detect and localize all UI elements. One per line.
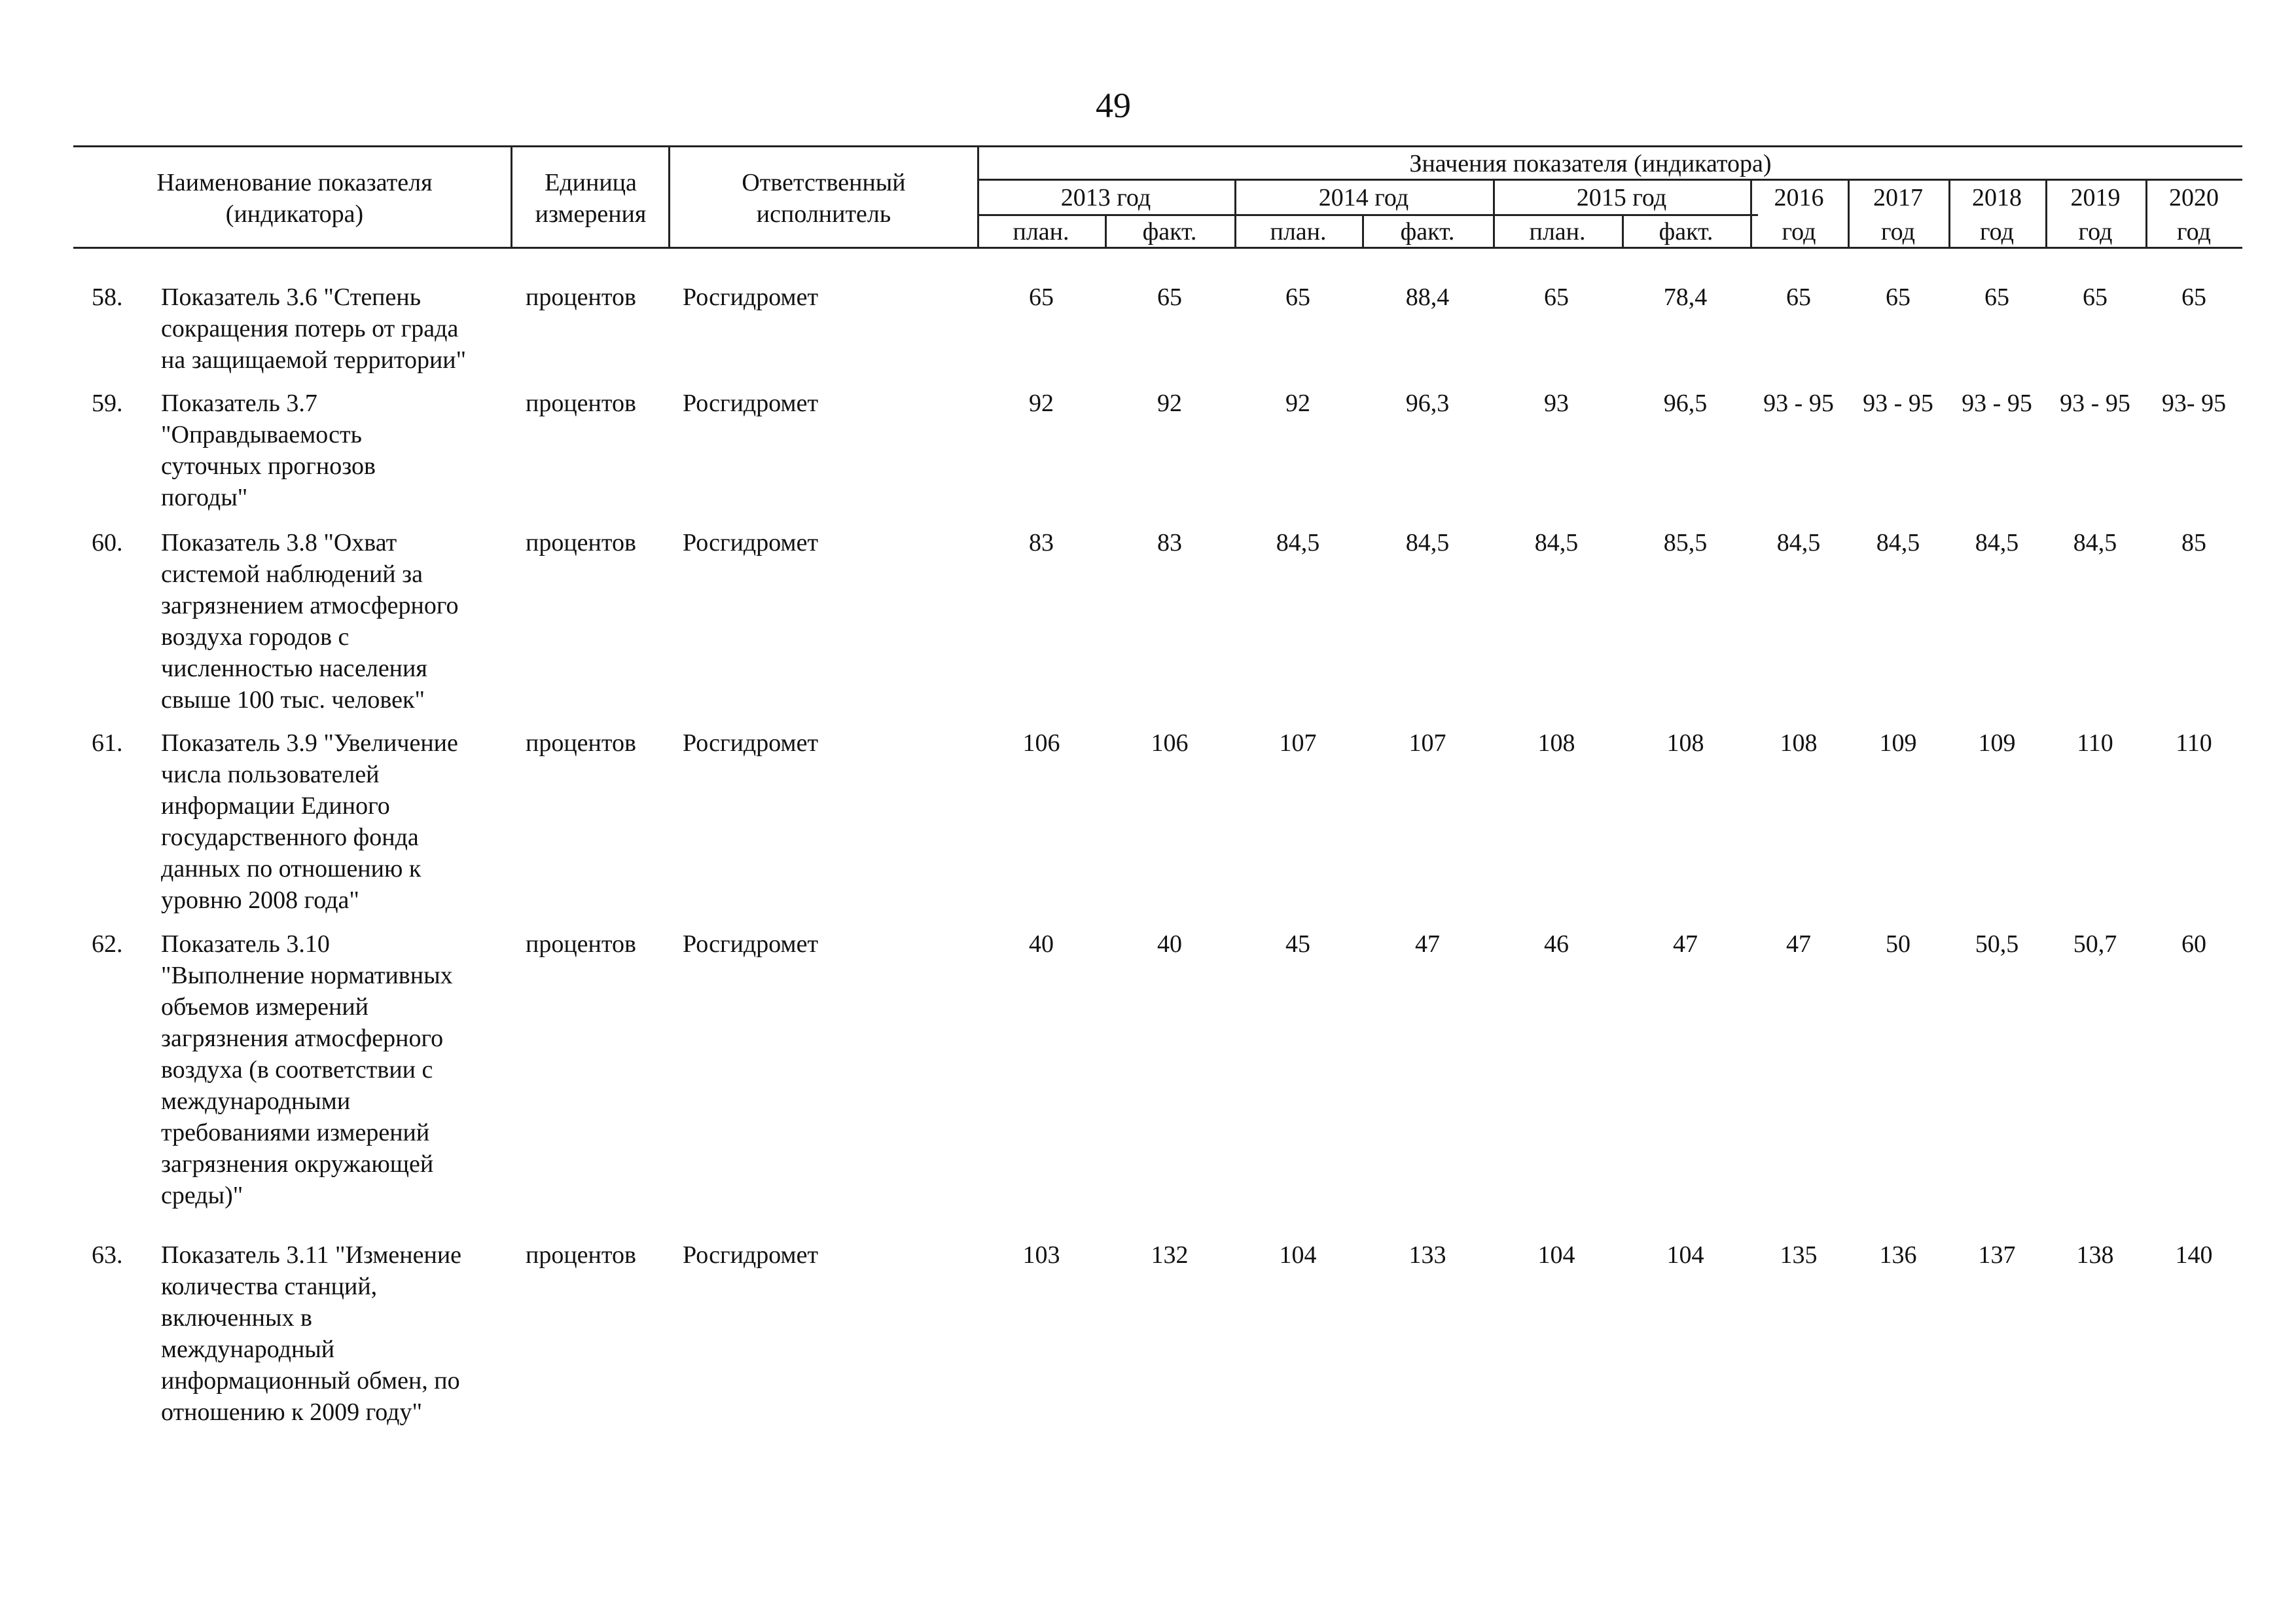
value-2017: 109 [1879, 729, 1917, 757]
value-2013-plan: 40 [1029, 930, 1054, 958]
value-2014-fact: 84,5 [1405, 529, 1450, 556]
header-god-2017: год [1881, 218, 1915, 246]
value-2014-fact: 96,3 [1405, 390, 1450, 417]
header-2014-fact: факт. [1400, 218, 1455, 246]
row-number: 60. [92, 529, 123, 556]
value-2016: 108 [1780, 729, 1818, 757]
value-2016: 135 [1780, 1241, 1818, 1269]
value-2014-plan: 107 [1279, 729, 1317, 757]
header-2014-plan: план. [1270, 218, 1327, 246]
value-2015-plan: 84,5 [1534, 529, 1579, 556]
value-2014-plan: 65 [1285, 283, 1310, 311]
col-divider-name [511, 145, 512, 247]
value-2013-plan: 65 [1029, 283, 1054, 311]
header-god-2016: год [1782, 218, 1816, 246]
value-2017: 136 [1879, 1241, 1917, 1269]
value-2015-plan: 93 [1544, 390, 1569, 417]
row-number: 58. [92, 283, 123, 311]
responsible-cell: Росгидромет [683, 390, 819, 417]
value-2014-fact: 47 [1415, 930, 1440, 958]
value-2018: 50,5 [1975, 930, 2019, 958]
value-2013-fact: 83 [1157, 529, 1182, 556]
value-2017: 50 [1886, 930, 1910, 958]
indicator-name: Показатель 3.7 "Оправдываемость суточных прогнозов погоды" [161, 390, 376, 511]
indicator-name: Показатель 3.6 "Степень сокращения потерь от града на защищаемой территории" [161, 283, 467, 374]
row-number: 62. [92, 930, 123, 958]
unit-cell: процентов [526, 390, 636, 417]
value-2013-fact: 106 [1151, 729, 1189, 757]
value-2015-fact: 96,5 [1663, 390, 1708, 417]
value-2016: 93 - 95 [1763, 390, 1834, 417]
responsible-cell: Росгидромет [683, 283, 819, 311]
value-2018: 109 [1978, 729, 2016, 757]
value-2020: 65 [2181, 283, 2206, 311]
value-2013-plan: 106 [1022, 729, 1060, 757]
value-2017: 93 - 95 [1863, 390, 1933, 417]
value-2013-fact: 132 [1151, 1241, 1189, 1269]
value-2019: 50,7 [2073, 930, 2117, 958]
value-2013-fact: 40 [1157, 930, 1182, 958]
value-2015-plan: 65 [1544, 283, 1569, 311]
row-number: 61. [92, 729, 123, 757]
value-2015-plan: 46 [1544, 930, 1569, 958]
responsible-cell: Росгидромет [683, 729, 819, 757]
header-values: Значения показателя (индикатора) [1409, 150, 1772, 177]
responsible-cell: Росгидромет [683, 1241, 819, 1269]
value-2013-plan: 92 [1029, 390, 1054, 417]
value-2015-plan: 104 [1537, 1241, 1575, 1269]
value-2013-plan: 83 [1029, 529, 1054, 556]
value-2020: 93- 95 [2161, 390, 2227, 417]
value-2016: 84,5 [1776, 529, 1821, 556]
value-2015-fact: 47 [1673, 930, 1698, 958]
unit-cell: процентов [526, 283, 636, 311]
value-2014-fact: 88,4 [1405, 283, 1450, 311]
value-2020: 140 [2175, 1241, 2213, 1269]
value-2016: 47 [1786, 930, 1811, 958]
value-2018: 137 [1978, 1241, 2016, 1269]
table-top-rule [73, 145, 2242, 147]
value-2014-plan: 45 [1285, 930, 1310, 958]
page-number: 49 [1096, 86, 1131, 125]
value-2017: 65 [1886, 283, 1910, 311]
value-2020: 85 [2181, 529, 2206, 556]
value-2015-fact: 78,4 [1663, 283, 1708, 311]
value-2015-fact: 85,5 [1663, 529, 1708, 556]
responsible-cell: Росгидромет [683, 930, 819, 958]
indicator-name: Показатель 3.11 "Изменение количества станций, включенных в международный информационный обмен, по отношению к 2009 году" [161, 1241, 462, 1426]
header-year-2015: 2015 год [1576, 184, 1667, 211]
header-year-2020: 2020 [2169, 184, 2219, 211]
value-2019: 110 [2077, 729, 2113, 757]
value-2017: 84,5 [1876, 529, 1920, 556]
value-2013-fact: 65 [1157, 283, 1182, 311]
value-2014-fact: 133 [1408, 1241, 1446, 1269]
value-2018: 93 - 95 [1962, 390, 2032, 417]
value-2014-plan: 92 [1285, 390, 1310, 417]
header-god-2019: год [2078, 218, 2113, 246]
header-2015-fact: факт. [1659, 218, 1713, 246]
value-2018: 84,5 [1975, 529, 2019, 556]
value-2019: 65 [2083, 283, 2108, 311]
header-year-2017: 2017 [1873, 184, 1923, 211]
unit-cell: процентов [526, 529, 636, 556]
header-year-2013: 2013 год [1060, 184, 1151, 211]
header-responsible: Ответственный исполнитель [742, 169, 906, 228]
value-2019: 93 - 95 [2060, 390, 2130, 417]
header-2013-plan: план. [1013, 218, 1069, 246]
header-god-2020: год [2177, 218, 2211, 246]
value-2015-plan: 108 [1537, 729, 1575, 757]
header-god-2018: год [1980, 218, 2014, 246]
unit-cell: процентов [526, 1241, 636, 1269]
value-2016: 65 [1786, 283, 1811, 311]
value-2020: 60 [2181, 930, 2206, 958]
value-2014-plan: 104 [1279, 1241, 1317, 1269]
value-2013-fact: 92 [1157, 390, 1182, 417]
value-2015-fact: 104 [1666, 1241, 1704, 1269]
value-2015-fact: 108 [1666, 729, 1704, 757]
responsible-cell: Росгидромет [683, 529, 819, 556]
indicator-name: Показатель 3.8 "Охват системой наблюдений за загрязнением атмосферного воздуха городов с численностью населения свыше 100 тыс. человек" [161, 529, 459, 714]
header-year-2016: 2016 [1774, 184, 1824, 211]
indicator-name: Показатель 3.9 "Увеличение числа пользователей информации Единого государственного фонда данных по отношению к уровню 2008 года" [161, 729, 458, 914]
header-unit: Единица измерения [535, 169, 647, 228]
row-number: 59. [92, 390, 123, 417]
header-2013-fact: факт. [1142, 218, 1197, 246]
value-2019: 138 [2076, 1241, 2114, 1269]
value-2014-fact: 107 [1408, 729, 1446, 757]
indicator-name: Показатель 3.10 "Выполнение нормативных объемов измерений загрязнения атмосферного воздуха (в соответствии с международными требованиями измерений загрязнения окружающей среды)" [161, 930, 453, 1209]
header-name: Наименование показателя (индикатора) [156, 169, 433, 228]
row-number: 63. [92, 1241, 123, 1269]
header-year-2019: 2019 [2070, 184, 2121, 211]
value-2013-plan: 103 [1022, 1241, 1060, 1269]
unit-cell: процентов [526, 930, 636, 958]
header-2015-plan: план. [1529, 218, 1586, 246]
value-2014-plan: 84,5 [1276, 529, 1320, 556]
header-year-2014: 2014 год [1318, 184, 1409, 211]
header-year-2018: 2018 [1972, 184, 2022, 211]
col-divider-unit [668, 145, 670, 247]
value-2020: 110 [2176, 729, 2212, 757]
unit-cell: процентов [526, 729, 636, 757]
value-2019: 84,5 [2073, 529, 2117, 556]
value-2018: 65 [1984, 283, 2009, 311]
